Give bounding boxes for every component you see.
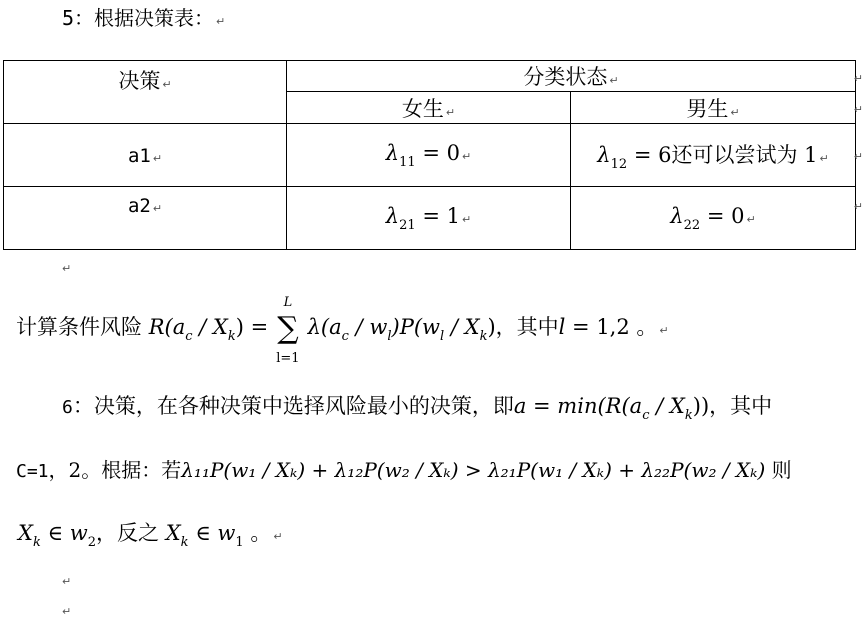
paragraph-mark-icon: ↵ xyxy=(659,324,669,337)
step6-line2-suffix: 则 xyxy=(765,458,792,482)
empty-paragraph-mark-icon: ↵ xyxy=(62,575,72,588)
risk-lhs-sub-c: c xyxy=(185,329,193,344)
paragraph-mark-icon: ↵ xyxy=(461,212,472,226)
lambda-symbol: λ xyxy=(385,203,400,228)
row-label-cell xyxy=(4,187,287,250)
paragraph-mark-icon: ↵ xyxy=(746,212,756,226)
conclusion-w2: ∈ w xyxy=(188,521,236,545)
step6-c-values: C=1 xyxy=(16,461,49,482)
risk-term-p-sub-l: l xyxy=(440,329,445,344)
header-decision-cell xyxy=(4,61,287,124)
step6-suffix: ，其中 xyxy=(709,394,773,418)
step6-formula-end: )) xyxy=(692,394,710,418)
step6-text: ：决策，在各种决策中选择风险最小的决策，即 xyxy=(72,394,514,418)
step6-formula-mid: / X xyxy=(649,394,685,418)
step6-line1 xyxy=(62,391,772,431)
paragraph-mark-icon: ↵ xyxy=(152,202,163,215)
cost-cell-female xyxy=(287,187,571,250)
paragraph-mark-icon: ↵ xyxy=(152,152,163,165)
row-end-mark-icon: ↵ xyxy=(853,150,863,163)
sum-upper-limit: L xyxy=(283,294,293,310)
cost-cell-female xyxy=(287,124,571,187)
paragraph-mark-icon: ↵ xyxy=(273,530,283,543)
section-heading-5 xyxy=(62,4,225,36)
conclusion-x: X xyxy=(18,521,33,545)
empty-paragraph-mark-icon: ↵ xyxy=(62,605,72,618)
risk-where-var: l xyxy=(558,315,566,339)
step6-line3 xyxy=(18,518,283,558)
header-female-cell xyxy=(287,92,571,124)
cost-value: = 1 xyxy=(415,203,460,228)
risk-where-value: = 1,2 xyxy=(565,315,630,339)
sigma-icon: ∑ xyxy=(277,310,299,346)
row-label: a1 xyxy=(127,145,151,167)
paragraph-mark-icon: ↵ xyxy=(819,151,829,165)
risk-term-mid: / w xyxy=(348,315,388,339)
cost-value: = 6 xyxy=(627,142,672,167)
paragraph-mark-icon: ↵ xyxy=(216,15,226,28)
conclusion-w2-sub: 1 xyxy=(235,535,244,550)
risk-end: 。 xyxy=(629,315,658,339)
row-end-mark-icon: ↵ xyxy=(853,200,863,213)
lambda-subscript: 11 xyxy=(399,154,416,170)
decision-table xyxy=(3,60,856,250)
header-male-label: 男生 xyxy=(686,96,729,121)
risk-term-p-end: ) xyxy=(487,315,496,339)
conditional-risk-line xyxy=(16,294,669,366)
risk-prefix: 计算条件风险 xyxy=(16,315,142,339)
row-end-mark-icon: ↵ xyxy=(853,103,863,116)
decision-inequality: λ₁₁P(w₁ / Xₖ) + λ₁₂P(w₂ / Xₖ) > λ₂₁P(w₁ / Xₖ) + λ₂₂P(w₂ / Xₖ) xyxy=(181,458,766,482)
step6-number: 6 xyxy=(62,397,73,418)
cost-value: = 0 xyxy=(700,203,745,228)
lambda-symbol: λ xyxy=(597,142,611,167)
lambda-subscript: 21 xyxy=(399,217,416,233)
risk-term-sub-l: l xyxy=(387,329,392,344)
row-label-cell xyxy=(4,124,287,187)
risk-term-p-sub-k: k xyxy=(479,329,488,344)
step6-formula-sub-k: k xyxy=(684,408,693,423)
risk-term-lambda: λ(a xyxy=(307,315,342,339)
cost-note: 还可以尝试为 1 xyxy=(671,142,818,167)
lambda-subscript: 22 xyxy=(683,217,701,233)
step6-line2 xyxy=(16,455,792,487)
lambda-symbol: λ xyxy=(670,203,684,228)
row-end-mark-icon: ↵ xyxy=(853,72,863,85)
cost-cell-male xyxy=(571,124,856,187)
heading-text: ：根据决策表： xyxy=(74,6,215,30)
risk-term-sub-c: c xyxy=(341,329,349,344)
header-state-label: 分类状态 xyxy=(523,65,608,89)
conclusion-end: 。 xyxy=(243,521,272,545)
conclusion-mid: ，反之 xyxy=(96,521,166,545)
paragraph-mark-icon: ↵ xyxy=(461,149,472,163)
empty-paragraph-mark-icon: ↵ xyxy=(62,262,72,275)
header-male-cell xyxy=(571,92,856,124)
risk-lhs-end: ) = xyxy=(235,315,275,339)
conclusion-x2-sub: k xyxy=(180,535,189,550)
table-row xyxy=(4,124,856,187)
risk-term-p-mid: / X xyxy=(444,315,480,339)
cost-cell-male xyxy=(571,187,856,250)
risk-lhs-mid: / X xyxy=(192,315,228,339)
step6-formula: a = min(R(a xyxy=(513,394,643,418)
header-decision-label: 决策 xyxy=(118,69,161,93)
paragraph-mark-icon: ↵ xyxy=(730,105,740,119)
conclusion-w-sub: 2 xyxy=(87,535,96,550)
header-female-label: 女生 xyxy=(401,96,444,121)
risk-term-p: )P(w xyxy=(391,315,440,339)
lambda-symbol: λ xyxy=(385,140,400,165)
conclusion-w: ∈ w xyxy=(40,521,88,545)
summation-symbol xyxy=(275,294,301,366)
step6-formula-sub-c: c xyxy=(642,408,650,423)
paragraph-mark-icon: ↵ xyxy=(162,78,172,91)
table-row xyxy=(4,187,856,250)
paragraph-mark-icon: ↵ xyxy=(445,105,456,119)
heading-number: 5 xyxy=(62,6,75,30)
lambda-subscript: 12 xyxy=(610,156,628,172)
conclusion-x-sub: k xyxy=(32,535,41,550)
risk-lhs-sub-k: k xyxy=(227,329,236,344)
paragraph-mark-icon: ↵ xyxy=(609,74,619,87)
header-state-cell xyxy=(287,61,856,92)
risk-suffix: ，其中 xyxy=(495,315,559,339)
conclusion-x2: X xyxy=(165,521,181,545)
risk-lhs: R(a xyxy=(148,315,186,339)
step6-line2-text: ，2。根据：若 xyxy=(48,458,182,482)
row-label: a2 xyxy=(127,195,151,217)
sum-lower-limit: l=1 xyxy=(276,350,300,366)
cost-value: = 0 xyxy=(415,140,460,165)
